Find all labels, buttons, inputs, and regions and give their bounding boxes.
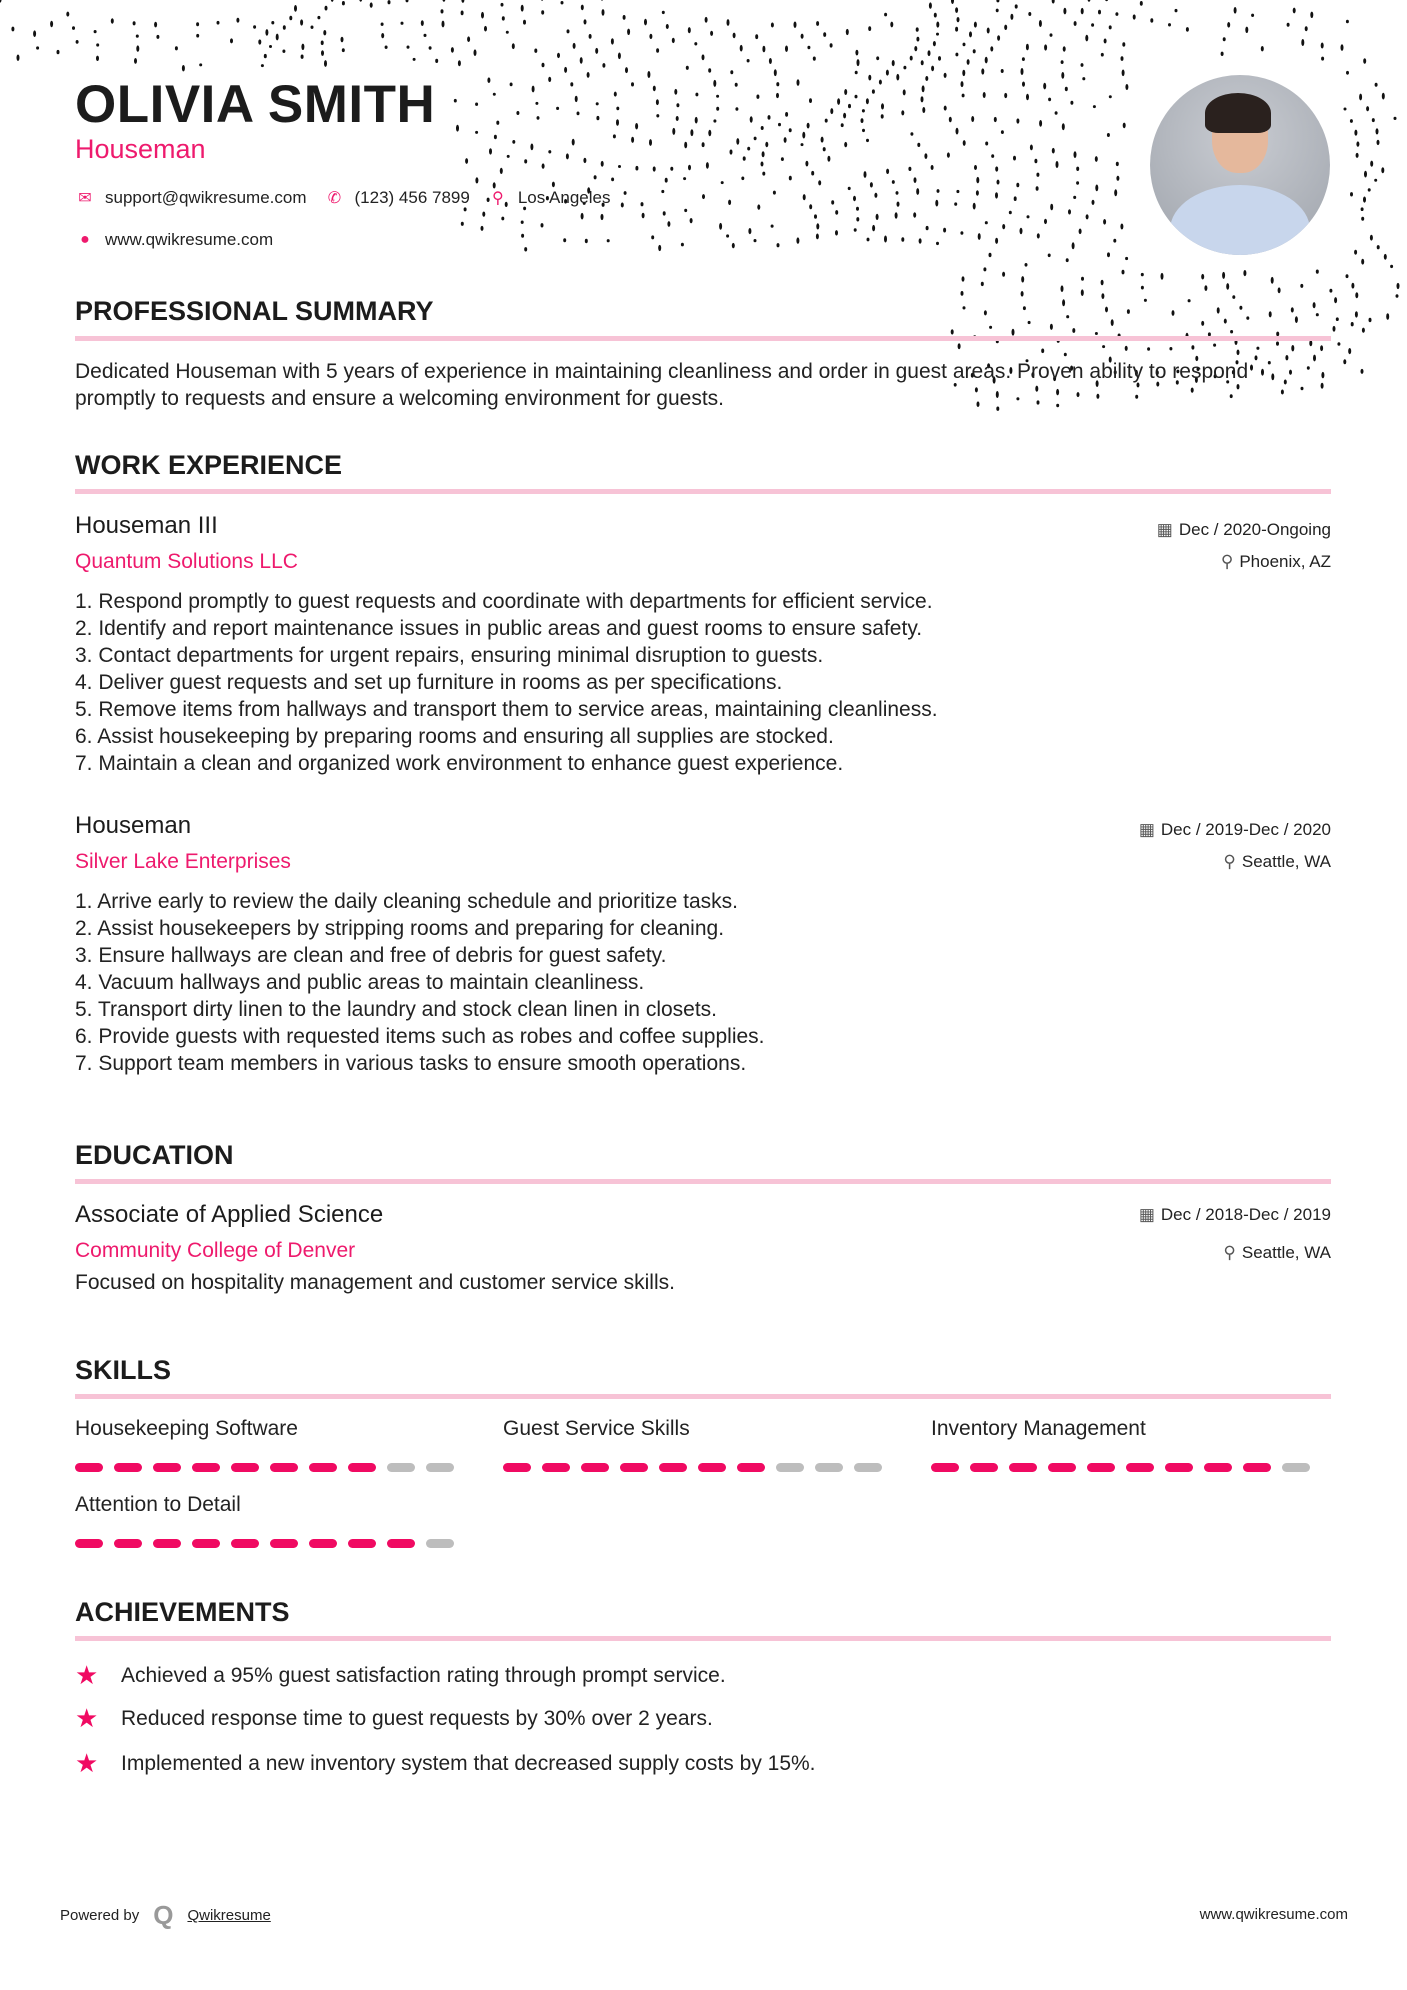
rating-dot bbox=[854, 1463, 882, 1472]
rating-dot bbox=[620, 1463, 648, 1472]
section-heading: EDUCATION bbox=[75, 1140, 234, 1170]
star-icon: ★ bbox=[75, 1703, 99, 1733]
section-divider bbox=[75, 1179, 1331, 1184]
school-name: Community College of Denver bbox=[75, 1239, 356, 1262]
rating-dot bbox=[387, 1463, 415, 1472]
rating-dot bbox=[1243, 1463, 1271, 1472]
section-divider bbox=[75, 1636, 1331, 1641]
phone-icon: ✆ bbox=[327, 190, 342, 207]
skill-item bbox=[75, 1493, 454, 1548]
contact-row bbox=[75, 188, 610, 208]
candidate-title: Houseman bbox=[75, 134, 206, 164]
skill-name: Guest Service Skills bbox=[503, 1417, 690, 1440]
education-dates: Dec / 2018-Dec / 2019 bbox=[1160, 1205, 1331, 1224]
job-entry bbox=[75, 512, 1331, 782]
rating-dot bbox=[75, 1463, 103, 1472]
rating-dot bbox=[581, 1463, 609, 1472]
location-text: Los Angeles bbox=[517, 188, 611, 207]
summary-text: Dedicated Houseman with 5 years of experience in maintaining cleanliness and order in guest areas. Proven ability to respond promptly to requests and ensure a welcoming environment for guests. bbox=[75, 360, 1249, 410]
rating-dot bbox=[309, 1463, 337, 1472]
rating-dot bbox=[75, 1539, 103, 1548]
rating-dot bbox=[1165, 1463, 1193, 1472]
education-description: Focused on hospitality management and customer service skills. bbox=[75, 1271, 675, 1294]
email-icon: ✉ bbox=[78, 190, 92, 207]
rating-dot bbox=[1048, 1463, 1076, 1472]
achievement-item bbox=[75, 1748, 816, 1779]
rating-dot bbox=[776, 1463, 804, 1472]
skill-item bbox=[75, 1417, 454, 1472]
brand-link[interactable]: Qwikresume bbox=[187, 1907, 271, 1924]
candidate-name: OLIVIA SMITH bbox=[75, 75, 436, 134]
rating-dot bbox=[114, 1463, 142, 1472]
email-link[interactable]: support@qwikresume.com bbox=[105, 188, 307, 207]
pin-icon: ⚲ bbox=[1223, 1243, 1236, 1262]
duty-item: 5. Transport dirty linen to the laundry and stock clean linen in closets. bbox=[75, 998, 718, 1021]
skill-rating bbox=[931, 1463, 1310, 1472]
duty-item: 6. Assist housekeeping by preparing rooms and ensuring all supplies are stocked. bbox=[75, 725, 834, 748]
duty-item: 4. Vacuum hallways and public areas to maintain cleanliness. bbox=[75, 971, 645, 994]
skill-item bbox=[931, 1417, 1310, 1472]
achievement-item bbox=[75, 1703, 713, 1734]
job-location: Seattle, WA bbox=[1241, 852, 1331, 871]
rating-dot bbox=[114, 1539, 142, 1548]
rating-dot bbox=[348, 1463, 376, 1472]
company-name: Quantum Solutions LLC bbox=[75, 550, 298, 573]
duty-item: 3. Contact departments for urgent repairs, ensuring minimal disruption to guests. bbox=[75, 644, 824, 667]
website-link[interactable]: www.qwikresume.com bbox=[105, 230, 274, 249]
rating-dot bbox=[542, 1463, 570, 1472]
section-heading: WORK EXPERIENCE bbox=[75, 450, 343, 480]
job-dates: Dec / 2020-Ongoing bbox=[1178, 520, 1331, 539]
skill-name: Housekeeping Software bbox=[75, 1417, 298, 1440]
duty-item: 1. Arrive early to review the daily cleaning schedule and prioritize tasks. bbox=[75, 890, 738, 913]
job-duties bbox=[75, 588, 1331, 777]
job-title: Houseman bbox=[75, 812, 192, 839]
job-entry bbox=[75, 812, 1331, 1082]
skill-rating bbox=[75, 1539, 454, 1548]
rating-dot bbox=[698, 1463, 726, 1472]
summary-section bbox=[75, 296, 1331, 327]
phone-text: (123) 456 7899 bbox=[354, 188, 470, 207]
job-duties bbox=[75, 888, 1331, 1077]
duty-item: 7. Support team members in various tasks to ensure smooth operations. bbox=[75, 1052, 747, 1075]
website-row bbox=[75, 230, 273, 250]
profile-photo bbox=[1150, 75, 1330, 255]
duty-item: 4. Deliver guest requests and set up furniture in rooms as per specifications. bbox=[75, 671, 783, 694]
duty-item: 2. Identify and report maintenance issues in public areas and guest rooms to ensure safety. bbox=[75, 617, 923, 640]
rating-dot bbox=[1126, 1463, 1154, 1472]
rating-dot bbox=[192, 1463, 220, 1472]
rating-dot bbox=[387, 1539, 415, 1548]
achievement-text: Reduced response time to guest requests by 30% over 2 years. bbox=[121, 1706, 713, 1730]
globe-icon: ● bbox=[80, 231, 90, 248]
education-location: Seattle, WA bbox=[1241, 1243, 1331, 1262]
duty-item: 3. Ensure hallways are clean and free of debris for guest safety. bbox=[75, 944, 667, 967]
achievement-text: Implemented a new inventory system that decreased supply costs by 15%. bbox=[121, 1751, 816, 1775]
calendar-icon: ▦ bbox=[1138, 820, 1155, 839]
duty-item: 1. Respond promptly to guest requests and coordinate with departments for efficient service. bbox=[75, 590, 933, 613]
rating-dot bbox=[426, 1463, 454, 1472]
company-name: Silver Lake Enterprises bbox=[75, 850, 291, 873]
skill-rating bbox=[503, 1463, 882, 1472]
powered-by-label: Powered by bbox=[60, 1907, 140, 1924]
skill-name: Attention to Detail bbox=[75, 1493, 241, 1516]
rating-dot bbox=[1204, 1463, 1232, 1472]
footer-powered bbox=[60, 1900, 271, 1931]
footer-website[interactable]: www.qwikresume.com bbox=[1199, 1906, 1348, 1923]
rating-dot bbox=[1087, 1463, 1115, 1472]
job-title: Houseman III bbox=[75, 512, 218, 539]
skill-name: Inventory Management bbox=[931, 1417, 1146, 1440]
degree: Associate of Applied Science bbox=[75, 1201, 384, 1228]
section-heading: SKILLS bbox=[75, 1355, 172, 1385]
rating-dot bbox=[309, 1539, 337, 1548]
section-heading: ACHIEVEMENTS bbox=[75, 1597, 290, 1627]
rating-dot bbox=[815, 1463, 843, 1472]
pin-icon: ⚲ bbox=[1220, 552, 1234, 571]
duty-item: 7. Maintain a clean and organized work environment to enhance guest experience. bbox=[75, 752, 844, 775]
section-divider bbox=[75, 1394, 1331, 1399]
rating-dot bbox=[192, 1539, 220, 1548]
rating-dot bbox=[231, 1463, 259, 1472]
achievement-text: Achieved a 95% guest satisfaction rating through prompt service. bbox=[121, 1663, 726, 1687]
section-heading: PROFESSIONAL SUMMARY bbox=[75, 296, 434, 326]
star-icon: ★ bbox=[75, 1660, 99, 1690]
calendar-icon: ▦ bbox=[1156, 520, 1173, 539]
pin-icon: ⚲ bbox=[1223, 852, 1236, 871]
rating-dot bbox=[931, 1463, 959, 1472]
skill-item bbox=[503, 1417, 882, 1472]
job-dates: Dec / 2019-Dec / 2020 bbox=[1160, 820, 1331, 839]
rating-dot bbox=[970, 1463, 998, 1472]
education-entry bbox=[75, 1201, 1331, 1301]
job-location: Phoenix, AZ bbox=[1239, 552, 1331, 571]
duty-item: 6. Provide guests with requested items such as robes and coffee supplies. bbox=[75, 1025, 765, 1048]
rating-dot bbox=[270, 1539, 298, 1548]
duty-item: 2. Assist housekeepers by stripping rooms and preparing for cleaning. bbox=[75, 917, 725, 940]
location-pin-icon: ⚲ bbox=[491, 190, 504, 207]
skill-rating bbox=[75, 1463, 454, 1472]
calendar-icon: ▦ bbox=[1138, 1205, 1155, 1224]
rating-dot bbox=[1009, 1463, 1037, 1472]
rating-dot bbox=[503, 1463, 531, 1472]
rating-dot bbox=[270, 1463, 298, 1472]
rating-dot bbox=[659, 1463, 687, 1472]
rating-dot bbox=[737, 1463, 765, 1472]
rating-dot bbox=[231, 1539, 259, 1548]
rating-dot bbox=[153, 1463, 181, 1472]
rating-dot bbox=[153, 1539, 181, 1548]
star-icon: ★ bbox=[75, 1748, 99, 1778]
rating-dot bbox=[1282, 1463, 1310, 1472]
rating-dot bbox=[348, 1539, 376, 1548]
rating-dot bbox=[426, 1539, 454, 1548]
section-divider bbox=[75, 489, 1331, 494]
duty-item: 5. Remove items from hallways and transport them to service areas, maintaining cleanliness. bbox=[75, 698, 938, 721]
section-divider bbox=[75, 336, 1331, 341]
achievement-item bbox=[75, 1660, 726, 1691]
qwikresume-logo-icon: Q bbox=[153, 1900, 174, 1930]
